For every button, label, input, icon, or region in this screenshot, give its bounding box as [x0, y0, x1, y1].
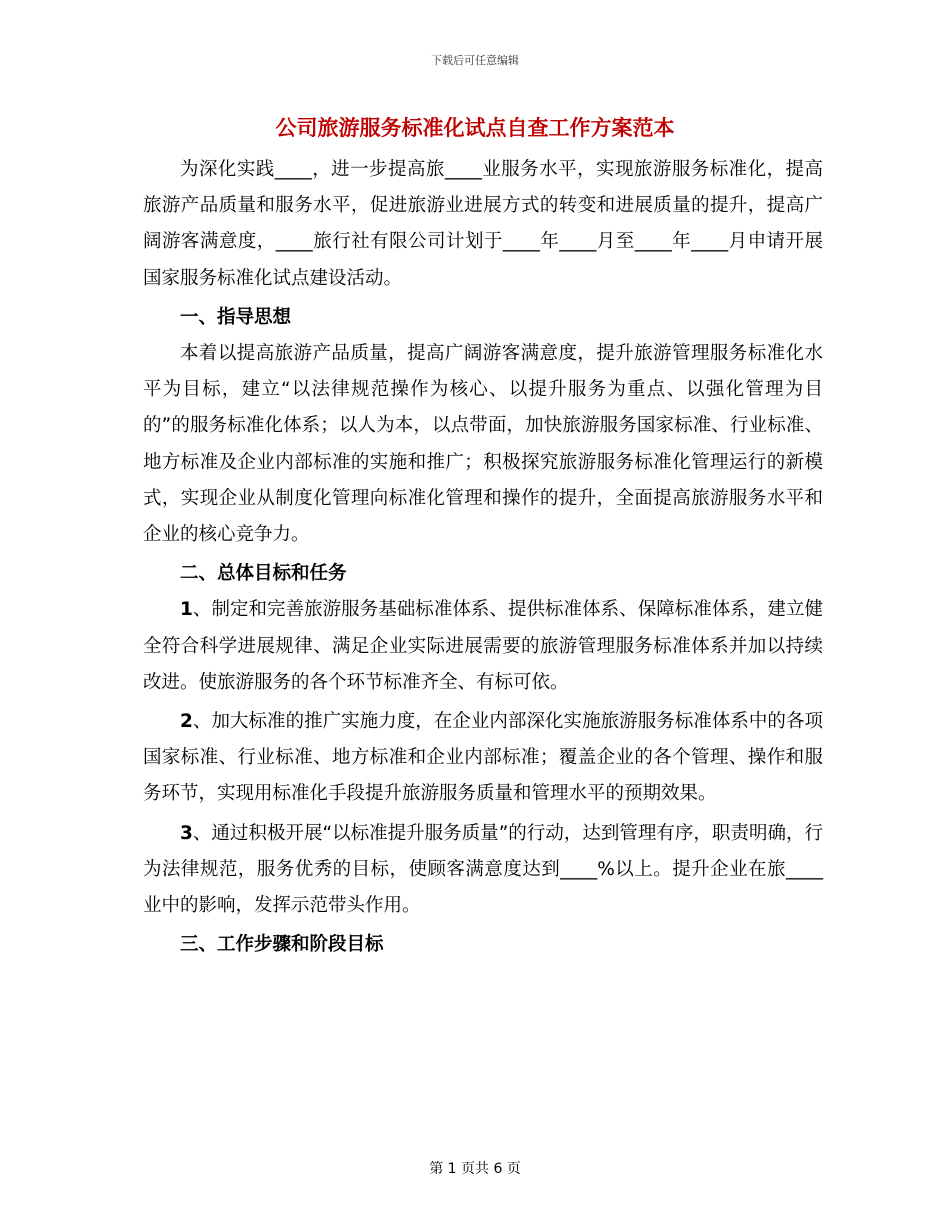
section-heading-goals-tasks: 二、总体目标和任务	[180, 563, 347, 585]
item-text: 、加大标准的推广实施力度，在企业内部深化实施旅游服务标准体系中的各项国家标准、行业标准、地方标准和企业内部标准；覆盖企业的各个管理、操作和服务环节，实现用标准化手段提升旅游服务质量和管理水平的预期效果。	[143, 711, 823, 805]
document-title: 公司旅游服务标准化试点自查工作方案范本	[275, 116, 675, 140]
item-number: 2	[180, 711, 193, 733]
item-number: 3	[180, 822, 193, 844]
item-text: 、制定和完善旅游服务基础标准体系、提供标准体系、保障标准体系，建立健全符合科学进展规律、满足企业实际进展需要的旅游管理服务标准体系并加以持续改进。使旅游服务的各个环节标准齐全、有标可依。	[143, 599, 823, 693]
item-number: 1	[180, 599, 193, 621]
document-body	[143, 152, 823, 963]
intro-paragraph: 为深化实践____，进一步提高旅____业服务水平，实现旅游服务标准化，提高旅游产品质量和服务水平，促进旅游业进展方式的转变和进展质量的提升，提高广阔游客满意度，____旅行社有限公司计划于____年____月至____年____月申请开展国家服务标准化试点建设活动。	[143, 159, 823, 289]
section-heading-work-steps: 三、工作步骤和阶段目标	[180, 934, 384, 956]
section-paragraph: 本着以提高旅游产品质量，提高广阔游客满意度，提升旅游管理服务标准化水平为目标，建立“以法律规范操作为核心、以提升服务为重点、以强化管理为目的”的服务标准化体系；以人为本，以点带面，加快旅游服务国家标准、行业标准、地方标准及企业内部标准的实施和推广；积极探究旅游服务标准化管理运行的新模式，实现企业从制度化管理向标准化管理和操作的提升，全面提高旅游服务水平和企业的核心竞争力。	[143, 343, 823, 546]
section-heading-guiding-ideology: 一、指导思想	[180, 306, 292, 328]
list-item	[143, 592, 823, 701]
item-text: 、通过积极开展“以标准提升服务质量”的行动，达到管理有序，职责明确，行为法律规范，服务优秀的目标，使顾客满意度达到____%以上。提升企业在旅____业中的影响，发挥示范带头作用。	[143, 822, 823, 917]
page-header-note: 下载后可任意编辑	[431, 54, 519, 67]
page-footer: 第 1 页共 6 页	[429, 1161, 521, 1177]
list-item	[143, 816, 823, 925]
list-item	[143, 704, 823, 813]
